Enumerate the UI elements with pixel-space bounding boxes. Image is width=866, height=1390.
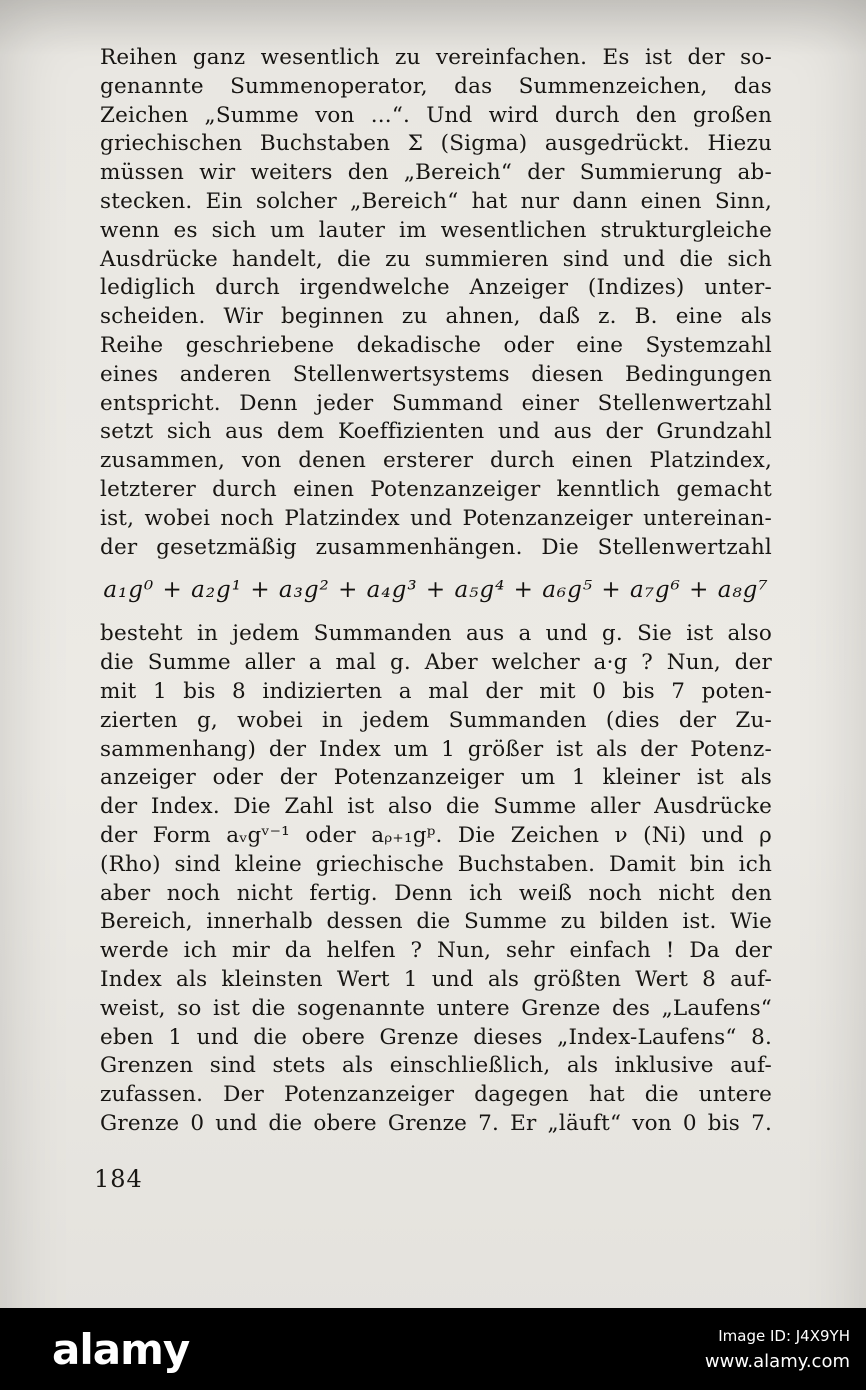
text-line: ist, wobei noch Platzindex und Potenzanzeiger untereinan- <box>100 505 772 531</box>
text-line: aber noch nicht fertig. Denn ich weiß noch nicht den <box>100 880 772 906</box>
text-line: der gesetzmäßig zusammenhängen. Die Stellenwertzahl <box>100 534 772 560</box>
text-line: griechischen Buchstaben Σ (Sigma) ausgedrückt. Hiezu <box>100 131 772 157</box>
text-line: mit 1 bis 8 indizierten a mal der mit 0 bis 7 poten- <box>100 678 772 704</box>
text-line: die Summe aller a mal g. Aber welcher a·g ? Nun, der <box>100 650 772 676</box>
text-line: Bereich, innerhalb dessen die Summe zu bilden ist. Wie <box>100 909 772 935</box>
text-line: eben 1 und die obere Grenze dieses „Index-Laufens“ 8. <box>100 1024 772 1050</box>
text-line: sammenhang) der Index um 1 größer ist als der Potenz- <box>100 736 772 762</box>
text-line: werde ich mir da helfen ? Nun, sehr einfach ! Da der <box>100 938 772 964</box>
text-line: der Index. Die Zahl ist also die Summe aller Ausdrücke <box>100 794 772 820</box>
text-line: genannte Summenoperator, das Summenzeichen, das <box>100 73 772 99</box>
text-line: scheiden. Wir beginnen zu ahnen, daß z. B. eine als <box>100 304 772 330</box>
text-line: Zeichen „Summe von ...“. Und wird durch den großen <box>100 102 772 128</box>
watermark-bar <box>0 1308 866 1390</box>
page-number: 184 <box>94 1164 143 1193</box>
text-line: zusammen, von denen ersterer durch einen Platzindex, <box>100 448 772 474</box>
text-line: weist, so ist die sogenannte untere Grenze des „Laufens“ <box>100 995 772 1021</box>
alamy-logo: alamy <box>52 1324 190 1374</box>
text-line: setzt sich aus dem Koeffizienten und aus der Grundzahl <box>100 419 772 445</box>
text-line: Reihen ganz wesentlich zu vereinfachen. Es ist der so- <box>100 45 772 70</box>
text-line: anzeiger oder der Potenzanzeiger um 1 kleiner ist als <box>100 765 772 791</box>
text-line: lediglich durch irgendwelche Anzeiger (Indizes) unter- <box>100 275 772 301</box>
text-line: müssen wir weiters den „Bereich“ der Summierung ab- <box>100 160 772 186</box>
paragraph-2 <box>100 620 772 1138</box>
text-line: eines anderen Stellenwertsystems diesen Bedingungen <box>100 361 772 387</box>
text-line: letzterer durch einen Potenzanzeiger kenntlich gemacht <box>100 476 772 502</box>
text-line: wenn es sich um lauter im wesentlichen strukturgleiche <box>100 217 772 243</box>
watermark-info <box>705 1327 850 1372</box>
paragraph-1 <box>100 44 772 562</box>
text-line: zierten g, wobei in jedem Summanden (dies der Zu- <box>100 707 772 733</box>
text-line: Ausdrücke handelt, die zu summieren sind und die sich <box>100 246 772 272</box>
text-line: stecken. Ein solcher „Bereich“ hat nur dann einen Sinn, <box>100 188 772 214</box>
text-line: (Rho) sind kleine griechische Buchstaben. Damit bin ich <box>100 851 772 877</box>
page-text <box>94 44 772 1193</box>
text-line: Index als kleinsten Wert 1 und als größten Wert 8 auf- <box>100 966 772 992</box>
alamy-url: www.alamy.com <box>704 1350 850 1372</box>
text-line: Grenze 0 und die obere Grenze 7. Er „läuft“ von 0 bis 7. <box>100 1110 772 1136</box>
text-line: Grenzen sind stets als einschließlich, als inklusive auf- <box>100 1053 772 1079</box>
text-line: zufassen. Der Potenzanzeiger dagegen hat die untere <box>100 1082 772 1108</box>
image-id-text: Image ID: J4X9YH <box>718 1326 850 1345</box>
text-line: der Form aᵥgᵛ⁻¹ oder aᵨ₊₁gᵖ. Die Zeichen ν (Ni) und ρ <box>100 822 772 848</box>
text-line: entspricht. Denn jeder Summand einer Stellenwertzahl <box>100 390 772 416</box>
formula-line: a₁g⁰ + a₂g¹ + a₃g² + a₄g³ + a₅g⁴ + a₆g⁵ + a₇g⁶ + a₈g⁷ <box>103 577 769 604</box>
text-line: Reihe geschriebene dekadische oder eine Systemzahl <box>100 332 772 358</box>
text-line: besteht in jedem Summanden aus a und g. Sie ist also <box>100 621 772 647</box>
